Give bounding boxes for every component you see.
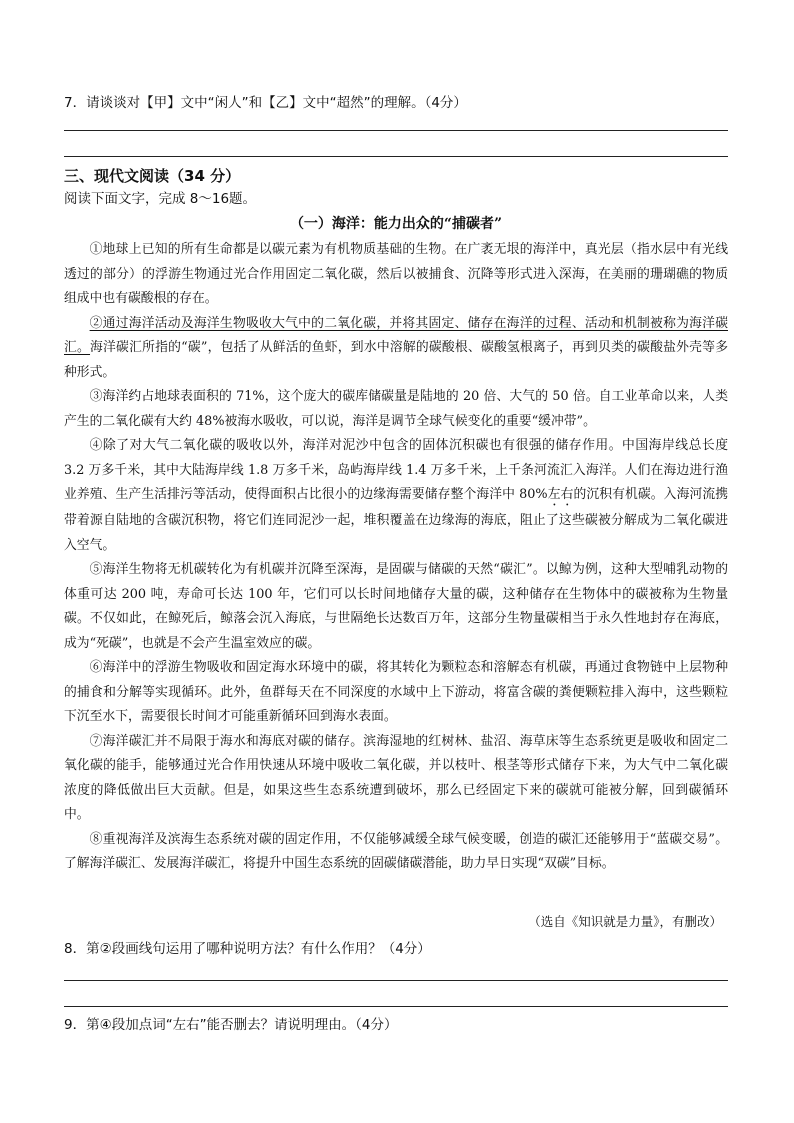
answer-line-q8-2 [64,1006,728,1007]
answer-line-q8-1 [64,980,728,981]
paragraph-2 [64,312,728,386]
paragraph-7: ⑦海洋碳汇并不局限于海水和海底对碳的储存。滨海湿地的红树林、盐沼、海草床等生态系统更是吸收和固定二氧化碳的能手，能够通过光合作用快速从环境中吸收二氧化碳，并以枝叶、根茎等形式储存下来，为大气中二氧化碳浓度的降低做出巨大贡献。但是，如果这些生态系统遭到破坏，那么已经固定下来的碳就可能被分解，回到碳循环中。 [64,733,728,822]
paragraph-8: ⑧重视海洋及滨海生态系统对碳的固定作用，不仅能够减缓全球气候变暖，创造的碳汇还能够用于“蓝碳交易”。了解海洋碳汇、发展海洋碳汇，将提升中国生态系统的固碳储碳潜能，助力早日实现“双碳”目标。 [64,831,728,871]
paragraph-6: ⑥海洋中的浮游生物吸收和固定海水环境中的碳，将其转化为颗粒态和溶解态有机碳，再通过食物链中上层物种的捕食和分解等实现循环。此外，鱼群每天在不同深度的水域中上下游动，将富含碳的粪便颗粒排入海中，这些颗粒下沉至水下，需要很长时间才可能重新循环回到海水表面。 [64,660,728,724]
article-title: （一）海洋：能力出众的“捕碳者” [289,216,503,232]
paragraph-5: ⑤海洋生物将无机碳转化为有机碳并沉降至深海，是固碳与储碳的天然“碳汇”。以鲸为例，这种大型哺乳动物的体重可达 200 吨，寿命可长达 100 年，它们可以长时间地储存大量的碳，这种储存在生物体中的碳被称为生物量碳。不仅如此，在鲸死后，鲸落会沉入海底，与世隔绝长达数百万年，这部分生物量碳相当于永久性地封存在海底，成为“死碳”，也就是不会产生温室效应的碳。 [64,562,728,651]
paragraph-4-after: 的沉积有机碳。入海河流携带着源自陆地的含碳沉积物，将它们连同泥沙一起，堆积覆盖在边缘海的海底，阻止了这些碳被分解成为二氧化碳进入空气。 [64,487,729,553]
paragraph-1: ①地球上已知的所有生命都是以碳元素为有机物质基础的生物。在广袤无垠的海洋中，真光层（指水层中有光线透过的部分）的浮游生物通过光合作用固定二氧化碳，然后以被捕食、沉降等形式进入深海，在美丽的珊瑚礁的物质组成中也有碳酸根的存在。 [64,242,728,306]
paragraph-3: ③海洋约占地球表面积的 71%，这个庞大的碳库储碳量是陆地的 20 倍、大气的 50 倍。自工业革命以来，人类产生的二氧化碳有大约 48%被海水吸收，可以说，海洋是调节全球气候变化的重要“缓冲带”。 [64,389,728,429]
answer-line-q7-2 [64,156,728,157]
paragraph-4-before: ④除了对大气二氧化碳的吸收以外，海洋对泥沙中包含的固体沉积碳也有很强的储存作用。中国海岸线总长度 3.2 万多千米，其中大陆海岸线 1.8 万多千米，岛屿海岸线 1.4 万多千米，上千条河流汇入海洋。人们在海边进行渔业养殖、生产生活排污等活动，使得面积占比很小的边缘海需要储存整个海洋中 80% [64,438,728,502]
article-body [64,238,728,877]
paragraph-4 [64,434,728,558]
section-title: 三、现代文阅读（34 分） [64,167,241,185]
paragraph-2-rest: 海洋碳汇所指的“碳”，包括了从鲜活的鱼虾，到水中溶解的碳酸根、碳酸氢根离子，再到贝类的碳酸盐外壳等多种形式。 [64,340,728,380]
question-9: 9．第④段加点词“左右”能否删去？请说明理由。（4分） [64,1017,398,1033]
section-instruction: 阅读下面文字，完成 8～16题。 [64,191,257,207]
question-8: 8．第②段画线句运用了哪种说明方法？有什么作用？（4分） [64,941,431,957]
answer-line-q7-1 [64,130,728,131]
question-7: 7．请谈谈对【甲】文中“闲人”和【乙】文中“超然”的理解。（4分） [64,95,467,111]
underlined-sentence: ②通过海洋活动及海洋生物吸收大气中的二氧化碳，并将其固定、储存在海洋的过程、活动和机制被称为海洋碳汇。 [64,315,728,355]
dotted-word: 左右 [547,487,574,502]
article-source: （选自《知识就是力量》，有删改） [528,914,722,929]
